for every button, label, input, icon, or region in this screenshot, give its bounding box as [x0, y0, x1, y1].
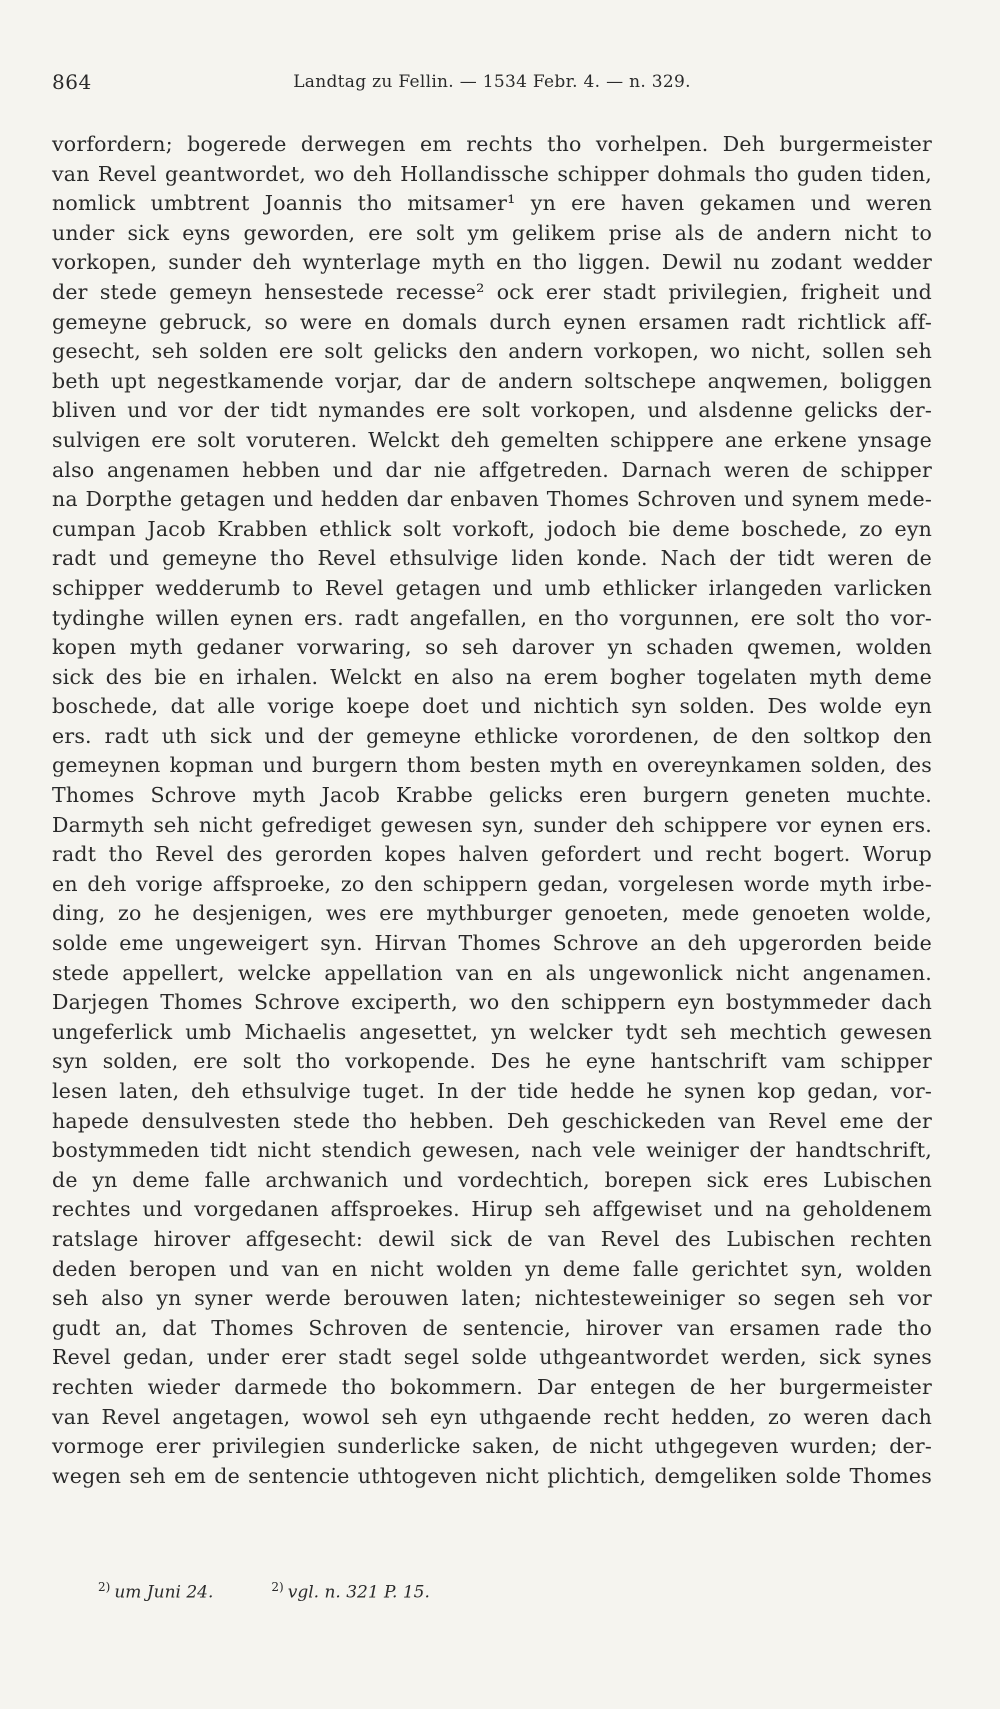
text-line: vorkopen, sunder deh wynterlage myth en tho liggen. Dewil nu zodant wedder: [52, 250, 932, 275]
text-line: nomlick umbtrent Joannis tho mitsamer¹ yn ere haven gekamen und weren: [52, 191, 932, 216]
text-line: van Revel angetagen, wowol seh eyn uthgaende recht hedden, zo weren dach: [52, 1404, 932, 1429]
running-head: Landtag zu Fellin. — 1534 Febr. 4. — n. 329.: [293, 72, 691, 92]
text-line: radt und gemeyne tho Revel ethsulvige liden konde. Nach der tidt weren de: [52, 546, 932, 571]
footnote-mark: 2): [98, 1580, 111, 1594]
text-line: der stede gemeyn hensestede recesse² ock erer stadt privilegien, frigheit und: [52, 279, 932, 304]
text-line: na Dorpthe getagen und hedden dar enbaven Thomes Schroven und synem mede-: [52, 487, 932, 512]
text-line: sulvigen ere solt voruteren. Welckt deh gemelten schippere ane erkene ynsage: [52, 427, 932, 452]
text-line: cumpan Jacob Krabben ethlick solt vorkoft, jodoch bie deme boschede, zo eyn: [52, 516, 932, 541]
text-line: sick des bie en irhalen. Welckt en also na erem bogher togelaten myth deme: [52, 664, 932, 689]
text-line: stede appellert, welcke appellation van en als ungewonlick nicht angenamen.: [52, 960, 932, 985]
text-line: vormoge erer privilegien sunderlicke saken, de nicht uthgegeven wurden; der-: [52, 1434, 932, 1459]
text-line: beth upt negestkamende vorjar, dar de andern soltschepe anqwemen, boliggen: [52, 368, 932, 393]
page-number: 864: [52, 70, 92, 94]
text-line: under sick eyns geworden, ere solt ym gelikem prise als de andern nicht to: [52, 220, 932, 245]
footnote: [271, 1580, 430, 1603]
footnote: [98, 1580, 213, 1603]
text-line: van Revel geantwordet, wo deh Hollandissche schipper dohmals tho guden tiden,: [52, 161, 932, 186]
text-line: Revel gedan, under erer stadt segel solde uthgeantwordet werden, sick synes: [52, 1345, 932, 1370]
text-line: radt tho Revel des gerorden kopes halven gefordert und recht bogert. Worup: [52, 842, 932, 867]
text-line: hapede densulvesten stede tho hebben. Deh geschickeden van Revel eme der: [52, 1108, 932, 1133]
text-line: en deh vorige affsproeke, zo den schippern gedan, vorgelesen worde myth irbe-: [52, 871, 932, 896]
text-line: ratslage hirover affgesecht: dewil sick de van Revel des Lubischen rechten: [52, 1226, 932, 1251]
text-line: lesen laten, deh ethsulvige tuget. In der tide hedde he synen kop gedan, vor-: [52, 1079, 932, 1103]
footnote-text: um Juni 24.: [114, 1582, 214, 1603]
text-line: bliven und vor der tidt nymandes ere solt vorkopen, und alsdenne gelicks der-: [52, 398, 932, 423]
text-line: Darmyth seh nicht gefrediget gewesen syn, sunder deh schippere vor eynen ers.: [52, 812, 932, 837]
text-line: rechtes und vorgedanen affsproekes. Hirup seh affgewiset und na geholdenem: [52, 1197, 932, 1222]
text-line: gemeyne gebruck, so were en domals durch eynen ersamen radt richtlick aff-: [52, 309, 932, 334]
text-line: boschede, dat alle vorige koepe doet und nichtich syn solden. Des wolde eyn: [52, 694, 932, 719]
text-line: schipper wedderumb to Revel getagen und umb ethlicker irlangeden varlicken: [52, 575, 932, 600]
footnotes: [98, 1580, 698, 1603]
text-line: ers. radt uth sick und der gemeyne ethlicke vorordenen, de den soltkop den: [52, 723, 932, 748]
text-line: syn solden, ere solt tho vorkopende. Des he eyne hantschrift vam schipper: [52, 1049, 932, 1074]
text-line: rechten wieder darmede tho bokommern. Dar entegen de her burgermeister: [52, 1374, 932, 1399]
text-line: seh also yn syner werde berouwen laten; nichtesteweiniger so segen seh vor: [52, 1286, 932, 1311]
text-line: Darjegen Thomes Schrove exciperth, wo den schippern eyn bostymmeder dach: [52, 990, 932, 1015]
text-line: kopen myth gedaner vorwaring, so seh darover yn schaden qwemen, wolden: [52, 635, 932, 660]
text-line: bostymmeden tidt nicht stendich gewesen, nach vele weiniger der handtschrift,: [52, 1138, 932, 1163]
page-header: [52, 70, 932, 100]
text-line: ding, zo he desjenigen, wes ere mythburger genoeten, mede genoeten wolde,: [52, 901, 932, 926]
footnote-mark: 2): [271, 1580, 284, 1594]
text-line: vorfordern; bogerede derwegen em rechts tho vorhelpen. Deh burgermeister: [52, 132, 932, 156]
text-line: solde eme ungeweigert syn. Hirvan Thomes Schrove an deh upgerorden beide: [52, 931, 932, 956]
text-line: gesecht, seh solden ere solt gelicks den andern vorkopen, wo nicht, sollen seh: [52, 339, 932, 364]
text-line: tydinghe willen eynen ers. radt angefallen, en tho vorgunnen, ere solt tho vor-: [52, 605, 932, 630]
footnote-text: vgl. n. 321 P. 15.: [287, 1582, 430, 1603]
text-line: Thomes Schrove myth Jacob Krabbe gelicks eren burgern geneten muchte.: [52, 783, 932, 808]
body-text: [52, 130, 932, 1491]
text-line: ungeferlick umb Michaelis angesettet, yn welcker tydt seh mechtich gewesen: [52, 1019, 932, 1044]
text-line: gudt an, dat Thomes Schroven de sentencie, hirover van ersamen rade tho: [52, 1315, 932, 1340]
text-line: gemeynen kopman und burgern thom besten myth en overeynkamen solden, des: [52, 753, 932, 778]
text-line: also angenamen hebben und dar nie affgetreden. Darnach weren de schipper: [52, 457, 932, 482]
text-line: de yn deme falle archwanich und vordechtich, borepen sick eres Lubischen: [52, 1167, 932, 1192]
text-line: deden beropen und van en nicht wolden yn deme falle gerichtet syn, wolden: [52, 1256, 932, 1281]
text-line: wegen seh em de sentencie uthtogeven nicht plichtich, demgeliken solde Thomes: [52, 1463, 932, 1488]
